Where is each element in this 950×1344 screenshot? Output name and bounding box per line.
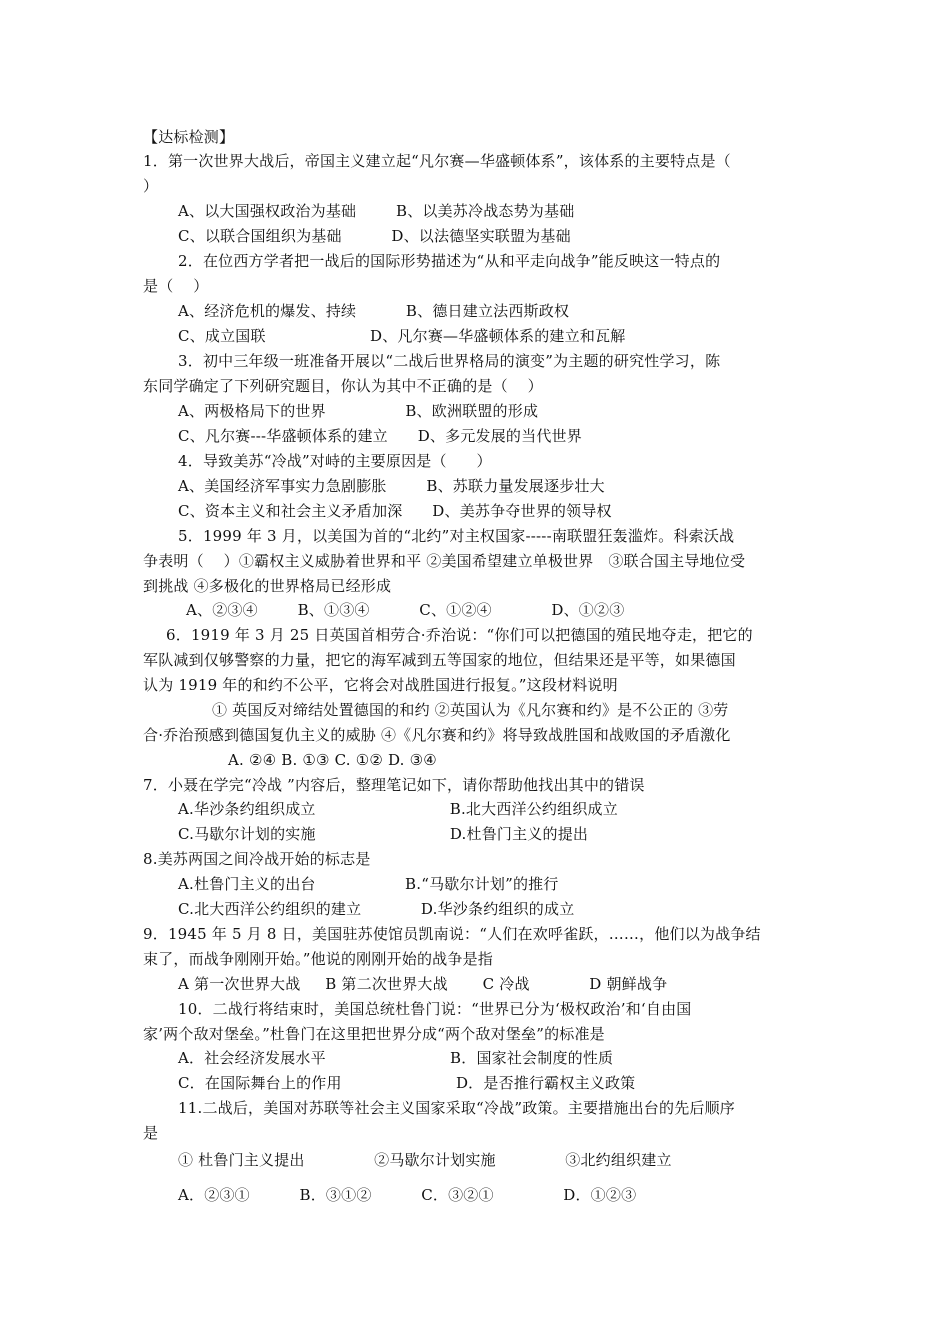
- question-9-options: A 第一次世界大战 B 第二次世界大战 C 冷战 D 朝鲜战争: [178, 975, 668, 993]
- question-5-line-2: 争表明（ ）①霸权主义威胁着世界和平 ②美国希望建立单极世界 ③联合国主导地位受: [143, 552, 746, 570]
- question-3-line-1: 3．初中三年级一班准备开展以“二战后世界格局的演变”为主题的研究性学习，陈: [178, 352, 721, 370]
- question-11-options: A．②③① B．③①② C．③②① D．①②③: [178, 1186, 637, 1204]
- question-5-line-3: 到挑战 ④多极化的世界格局已经形成: [143, 577, 392, 595]
- question-11-line-1: 11.二战后，美国对苏联等社会主义国家采取“冷战”政策。主要措施出台的先后顺序: [178, 1099, 735, 1117]
- question-8-options-cd: C.北大西洋公约组织的建立 D.华沙条约组织的成立: [178, 900, 575, 918]
- question-2-options-ab: A、经济危机的爆发、持续 B、德日建立法西斯政权: [178, 302, 570, 320]
- question-3-options-cd: C、凡尔赛---华盛顿体系的建立 D、多元发展的当代世界: [178, 427, 582, 445]
- question-5-options: A、②③④ B、①③④ C、①②④ D、①②③: [186, 601, 625, 619]
- question-11-items: ① 杜鲁门主义提出 ②马歇尔计划实施 ③北约组织建立: [178, 1151, 672, 1169]
- question-2-line-2: 是（ ）: [143, 277, 209, 295]
- section-heading: 【达标检测】: [143, 128, 235, 146]
- question-1-line-2: ）: [143, 177, 159, 195]
- question-1-options-cd: C、以联合国组织为基础 D、以法德坚实联盟为基础: [178, 227, 571, 245]
- question-4-options-ab: A、美国经济军事实力急剧膨胀 B、苏联力量发展逐步壮大: [178, 477, 605, 495]
- question-11-line-2: 是: [143, 1124, 159, 1142]
- question-1-options-ab: A、以大国强权政治为基础 B、以美苏冷战态势为基础: [178, 202, 575, 220]
- question-9-line-2: 束了，而战争刚刚开始。”他说的刚刚开始的战争是指: [143, 950, 493, 968]
- question-7-line-1: 7．小聂在学完“冷战 ”内容后，整理笔记如下，请你帮助他找出其中的错误: [143, 776, 645, 794]
- question-4-line-1: 4．导致美苏“冷战”对峙的主要原因是（ ）: [178, 452, 492, 470]
- question-2-options-cd: C、成立国联 D、凡尔赛—华盛顿体系的建立和瓦解: [178, 327, 626, 345]
- question-6-line-3: 认为 1919 年的和约不公平，它将会对战胜国进行报复。”这段材料说明: [143, 676, 618, 694]
- question-3-options-ab: A、两极格局下的世界 B、欧洲联盟的形成: [178, 402, 539, 420]
- question-7-options-ab: A.华沙条约组织成立 B.北大西洋公约组织成立: [178, 800, 618, 818]
- question-2-line-1: 2．在位西方学者把一战后的国际形势描述为“从和平走向战争”能反映这一特点的: [178, 252, 721, 270]
- question-6-options: A. ②④ B. ①③ C. ①② D. ③④: [228, 751, 437, 769]
- question-8-line-1: 8.美苏两国之间冷战开始的标志是: [143, 850, 371, 868]
- question-8-options-ab: A.杜鲁门主义的出台 B.“马歇尔计划”的推行: [178, 875, 559, 893]
- question-10-line-2: 家’两个敌对堡垒。”杜鲁门在这里把世界分成“两个敌对堡垒”的标准是: [143, 1025, 605, 1043]
- question-10-options-cd: C．在国际舞台上的作用 D．是否推行霸权主义政策: [178, 1074, 636, 1092]
- question-6-line-5: 合·乔治预感到德国复仇主义的威胁 ④《凡尔赛和约》将导致战胜国和战败国的矛盾激化: [143, 726, 731, 744]
- question-9-line-1: 9．1945 年 5 月 8 日，美国驻苏使馆员凯南说：“人们在欢呼雀跃，……，他们以为战争结: [143, 925, 761, 943]
- question-10-line-1: 10．二战行将结束时，美国总统杜鲁门说：“世界已分为‘极权政治’和‘自由国: [178, 1000, 692, 1018]
- question-10-options-ab: A．社会经济发展水平 B．国家社会制度的性质: [178, 1049, 614, 1067]
- question-4-options-cd: C、资本主义和社会主义矛盾加深 D、美苏争夺世界的领导权: [178, 502, 612, 520]
- question-3-line-2: 东同学确定了下列研究题目，你认为其中不正确的是（ ）: [143, 377, 543, 395]
- question-6-line-2: 军队减到仅够警察的力量，把它的海军减到五等国家的地位，但结果还是平等，如果德国: [143, 651, 736, 669]
- question-6-line-1: 6．1919 年 3 月 25 日英国首相劳合·乔治说：“你们可以把德国的殖民地夺走，把它的: [166, 626, 753, 644]
- question-7-options-cd: C.马歇尔计划的实施 D.杜鲁门主义的提出: [178, 825, 589, 843]
- question-1-line-1: 1．第一次世界大战后，帝国主义建立起“凡尔赛—华盛顿体系”，该体系的主要特点是（: [143, 152, 731, 170]
- question-5-line-1: 5．1999 年 3 月，以美国为首的“北约”对主权国家-----南联盟狂轰滥炸。科索沃战: [178, 527, 735, 545]
- question-6-line-4: ① 英国反对缔结处置德国的和约 ②英国认为《凡尔赛和约》是不公正的 ③劳: [212, 701, 729, 719]
